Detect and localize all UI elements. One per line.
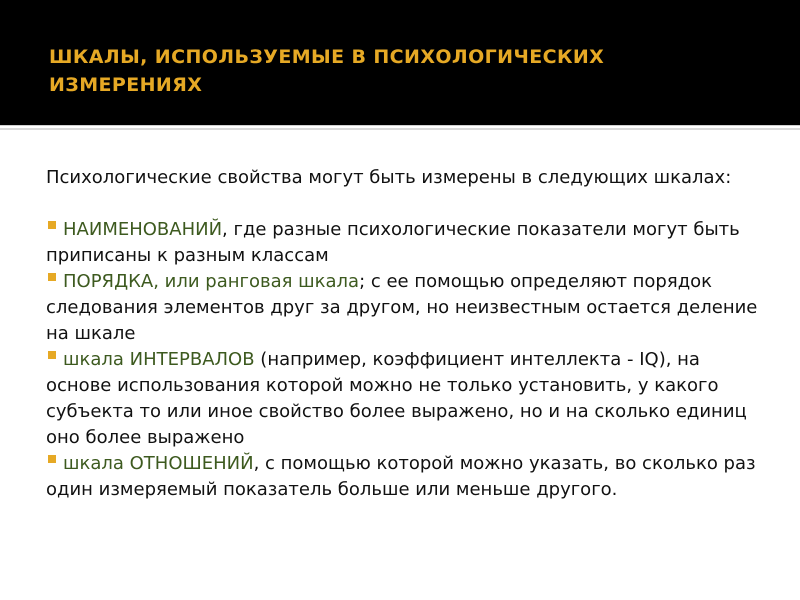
- scale-description: ; с ее помощью определяют порядок следования элементов друг за другом, но неизвестным остается деление на шкале: [46, 271, 758, 344]
- scale-list: [46, 217, 766, 503]
- scale-description: , с помощью которой можно указать, во сколько раз один измеряемый показатель больше или меньше другого.: [46, 453, 756, 500]
- title-bar: [0, 0, 800, 125]
- square-bullet-icon: [48, 221, 56, 229]
- square-bullet-icon: [48, 351, 56, 359]
- list-item-ratio-scale: [46, 451, 766, 503]
- slide-title: ШКАЛЫ, ИСПОЛЬЗУЕМЫЕ В ПСИХОЛОГИЧЕСКИХ ИЗМЕРЕНИЯХ: [49, 46, 605, 96]
- square-bullet-icon: [48, 273, 56, 281]
- list-item-nominal-scale: [46, 217, 766, 269]
- divider-line: [0, 128, 800, 130]
- scale-term: НАИМЕНОВАНИЙ: [63, 219, 223, 240]
- divider-line: [0, 125, 800, 126]
- scale-term: ПОРЯДКА, или ранговая шкала: [63, 271, 360, 292]
- scale-description: , где разные психологические показатели могут быть приписаны к разным классам: [46, 219, 740, 266]
- list-item-ordinal-scale: [46, 269, 766, 347]
- intro-paragraph: Психологические свойства могут быть измерены в следующих шкалах:: [46, 167, 732, 188]
- square-bullet-icon: [48, 455, 56, 463]
- slide-body: [46, 165, 766, 503]
- scale-description: (например, коэффициент интеллекта - IQ), на основе использования которой можно не только установить, у какого субъекта то или иное свойство более выражено, но и на сколько единиц оно более выражено: [46, 349, 747, 448]
- scale-term: шкала ИНТЕРВАЛОВ: [63, 349, 255, 370]
- list-item-interval-scale: [46, 347, 766, 451]
- scale-term: шкала ОТНОШЕНИЙ: [63, 453, 254, 474]
